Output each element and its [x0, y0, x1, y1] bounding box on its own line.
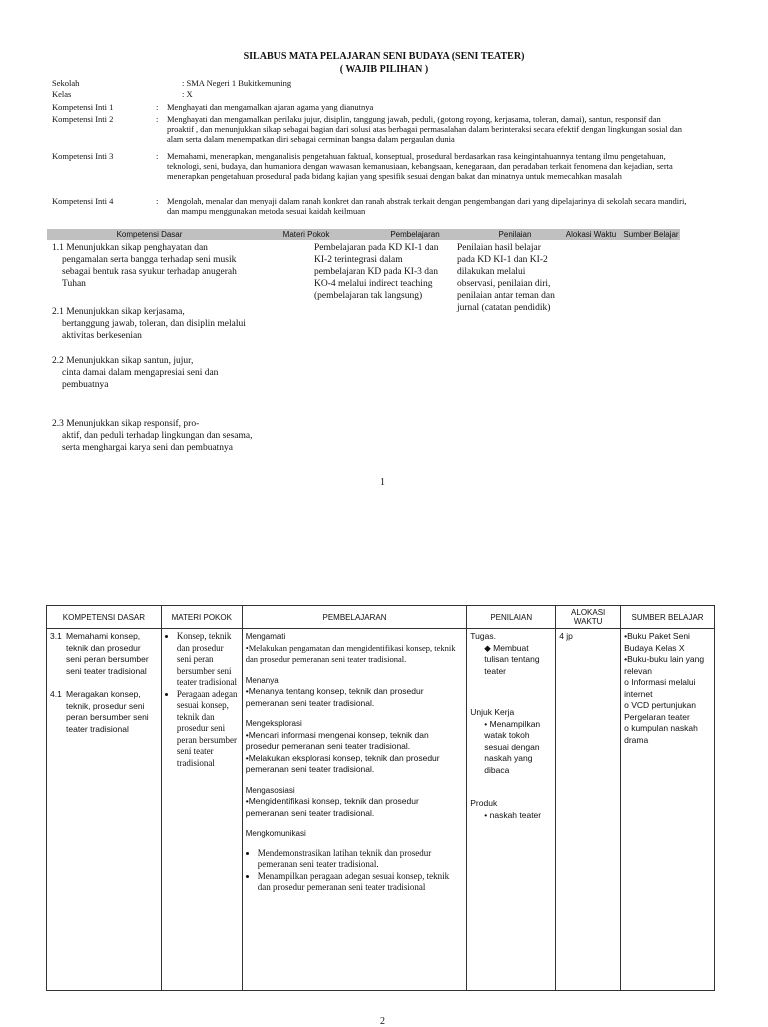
step-heading: Menanya — [245, 675, 279, 685]
step-item: • Menampilkan peragaan adegan sesuai konsep, teknik dan prosedur pemeranan seni teater tradisional — [258, 871, 464, 894]
alokasi-value: 4 jp — [559, 631, 573, 641]
t1-header-pembelajaran: Pembelajaran — [390, 230, 440, 239]
assessment-item: • naskah teater — [484, 809, 542, 820]
header-kompetensi-dasar: KOMPETENSI DASAR — [47, 606, 162, 629]
t1-header-kd: Kompetensi Dasar — [116, 230, 183, 239]
page-number-2: 2 — [380, 1016, 385, 1027]
step-item: •Mencari informasi mengenai konsep, teknik dan prosedur pemeranan seni teater tradisional. — [245, 729, 429, 751]
step-heading: Mengasosiasi — [245, 785, 295, 795]
assessment-item: ◆ Membuat tulisan tentang teater — [484, 642, 540, 676]
kd-2-3-rest: aktif, dan peduli terhadap lingkungan dan sesama, serta menghargai karya seni dan pembuatnya — [62, 431, 253, 453]
t1-header-materi: Materi Pokok — [282, 230, 330, 239]
ki1-text: Menghayati dan mengamalkan ajaran agama yang dianutnya — [167, 102, 374, 112]
step-item: •Melakukan pengamatan dan mengidentifikasi konsep, teknik dan prosedur pemeranan seni teater tradisional. — [245, 642, 456, 664]
t1-header-penilaian: Penilaian — [498, 230, 532, 239]
ki3-text: Memahami, menerapkan, menganalisis pengetahuan faktual, konseptual, prosedural berdasarkan rasa keingintahuannya tentang ilmu pengetahuan, teknologi, seni, budaya, dan humaniora dengan wawasan kemanusiaan, kebangsaan, kenegaraan, dan peradaban terkait fenomena dan kejadian, serta menerapkan pengetahuan prosedural pada bidang kajian yang spesifik sesuai dengan bakat dan minatnya untuk memecahkan masalah — [167, 151, 673, 181]
step-item: •Menanya tentang konsep, teknik dan prosedur pemeranan seni teater tradisional. — [245, 686, 424, 708]
kd-1-1-rest: pengamalan serta bangga terhadap seni musik sebagai bentuk rasa syukur terhadap anugerah Tuhan — [62, 255, 237, 289]
step-heading: Mengkomunikasi — [245, 829, 306, 838]
kd-2-1-first: 2.1 Menunjukkan sikap kerjasama, — [52, 307, 185, 317]
sumber-item: •Buku-buku lain yang relevan — [624, 654, 705, 676]
ki3-label: Kompetensi Inti 3 — [52, 151, 114, 161]
step-item: •Mengidentifikasi konsep, teknik dan prosedur pemeranan seni teater tradisional. — [245, 796, 419, 818]
ki4-colon: : — [156, 196, 159, 206]
t1-header-alokasi: Alokasi Waktu — [565, 230, 617, 239]
ki4-label: Kompetensi Inti 4 — [52, 196, 114, 206]
step-item: • Mendemonstrasikan latihan teknik dan prosedur pemeranan seni teater tradisional. — [258, 848, 464, 871]
kd-4-1-text: Meragakan konsep, teknik, prosedur seni peran bersumber seni teater tradisional — [66, 689, 149, 734]
ki2-text: Menghayati dan mengamalkan perilaku jujur, disiplin, tanggung jawab, peduli, (gotong royong, kerjasama, toleran, damai), santun, responsif dan proaktif , dan menunjukkan sikap sebagai bagian dari solusi atas berbagai permasalahan dalam berinteraksi secara efektif dengan lingkungan sosial dan alam serta dalam menempatkan diri sebagai cerminan bangsa dalam pergaulan dunia — [167, 114, 683, 144]
header-sumber-belajar: SUMBER BELAJAR — [621, 606, 715, 629]
kd-2-3-first: 2.3 Menunjukkan sikap responsif, pro- — [52, 419, 200, 429]
cell-sumber-belajar — [621, 629, 715, 991]
kd-4-1 — [50, 689, 158, 735]
sekolah-label: Sekolah — [52, 78, 80, 88]
materi-item: • Peragaan adegan sesuai konsep, teknik dan prosedur seni peran bersumber seni teater tradisional — [177, 689, 239, 770]
kd-3-1-text: Memahami konsep, teknik dan prosedur seni peran bersumber seni teater tradisional — [66, 631, 149, 676]
header-pembelajaran: PEMBELAJARAN — [242, 606, 467, 629]
page-number-1: 1 — [380, 477, 385, 488]
cell-materi-pokok — [161, 629, 242, 991]
step-item: •Melakukan eksplorasi konsep, teknik dan prosedur pemeranan seni teater tradisional. — [245, 752, 440, 774]
kelas-value: : X — [182, 89, 193, 99]
materi-item: • Konsep, teknik dan prosedur seni peran bersumber seni teater tradisional — [177, 631, 239, 689]
kd-1-1 — [52, 242, 262, 290]
kd-1-1-first: 1.1 Menunjukkan sikap penghayatan dan — [52, 243, 208, 253]
assessment-heading: Produk — [470, 798, 498, 808]
kd-3-1 — [50, 631, 158, 677]
syllabus-table — [46, 605, 715, 991]
t1-penilaian: Penilaian hasil belajar pada KD KI-1 dan KI-2 dilakukan melalui observasi, penilaian diri, penilaian antar teman dan jurnal (catatan pendidik) — [457, 243, 555, 313]
assessment-heading: Unjuk Kerja — [470, 707, 515, 717]
ki2-label: Kompetensi Inti 2 — [52, 114, 114, 124]
assessment-heading: Tugas. — [470, 631, 496, 641]
kd-4-1-num: 4.1 — [50, 689, 62, 699]
sumber-item: o VCD pertunjukan Pergelaran teater — [624, 700, 696, 722]
step-heading: Mengamati — [245, 632, 286, 641]
table-row — [47, 629, 715, 991]
syllabus-title: SILABUS MATA PELAJARAN SENI BUDAYA (SENI TEATER) — [243, 51, 525, 62]
ki3-colon: : — [156, 151, 159, 161]
cell-pembelajaran — [242, 629, 467, 991]
kelas-label: Kelas — [52, 89, 72, 99]
ki1-label: Kompetensi Inti 1 — [52, 102, 114, 112]
header-alokasi-waktu: ALOKASI WAKTU — [556, 606, 621, 629]
sumber-item: o Informasi melalui internet — [624, 677, 696, 699]
table-header-row — [47, 606, 715, 629]
assessment-item: • Menampilkan watak tokoh sesuai dengan naskah yang dibaca — [484, 718, 541, 775]
sekolah-value: : SMA Negeri 1 Bukitkemuning — [182, 78, 292, 88]
header-materi-pokok: MATERI POKOK — [161, 606, 242, 629]
header-penilaian: PENILAIAN — [467, 606, 556, 629]
cell-alokasi-waktu — [556, 629, 621, 991]
step-heading: Mengeksplorasi — [245, 719, 302, 728]
kd-2-1 — [52, 306, 262, 342]
kd-2-1-rest: bertanggung jawab, toleran, dan disiplin melalui aktivitas berkesenian — [62, 319, 246, 341]
kd-2-2-rest: cinta damai dalam mengapresiai seni dan pembuatnya — [62, 368, 219, 390]
kd-2-3 — [52, 418, 262, 454]
sumber-item: o kumpulan naskah drama — [624, 723, 698, 745]
sumber-item: •Buku Paket Seni Budaya Kelas X — [624, 631, 690, 653]
syllabus-subtitle: ( WAJIB PILIHAN ) — [339, 64, 429, 75]
kd-3-1-num: 3.1 — [50, 631, 62, 641]
kd-2-2-first: 2.2 Menunjukkan sikap santun, jujur, — [52, 356, 194, 366]
ki2-colon: : — [156, 114, 159, 124]
t1-header-sumber: Sumber Belajar — [623, 230, 679, 239]
cell-penilaian — [467, 629, 556, 991]
kd-2-2 — [52, 355, 262, 391]
ki4-text: Mengolah, menalar dan menyaji dalam ranah konkret dan ranah abstrak terkait dengan pengembangan dari yang dipelajarinya di sekolah secara mandiri, dan mampu menggunakan metoda sesuai kaidah keilmuan — [167, 196, 687, 216]
table1-header — [47, 229, 680, 240]
cell-kompetensi-dasar — [47, 629, 162, 991]
ki1-colon: : — [156, 102, 159, 112]
t1-pembelajaran: Pembelajaran pada KD KI-1 dan KI-2 terintegrasi dalam pembelajaran KD pada KI-3 dan KO-4 melalui indirect teaching (pembelajaran tak langsung) — [314, 243, 439, 301]
